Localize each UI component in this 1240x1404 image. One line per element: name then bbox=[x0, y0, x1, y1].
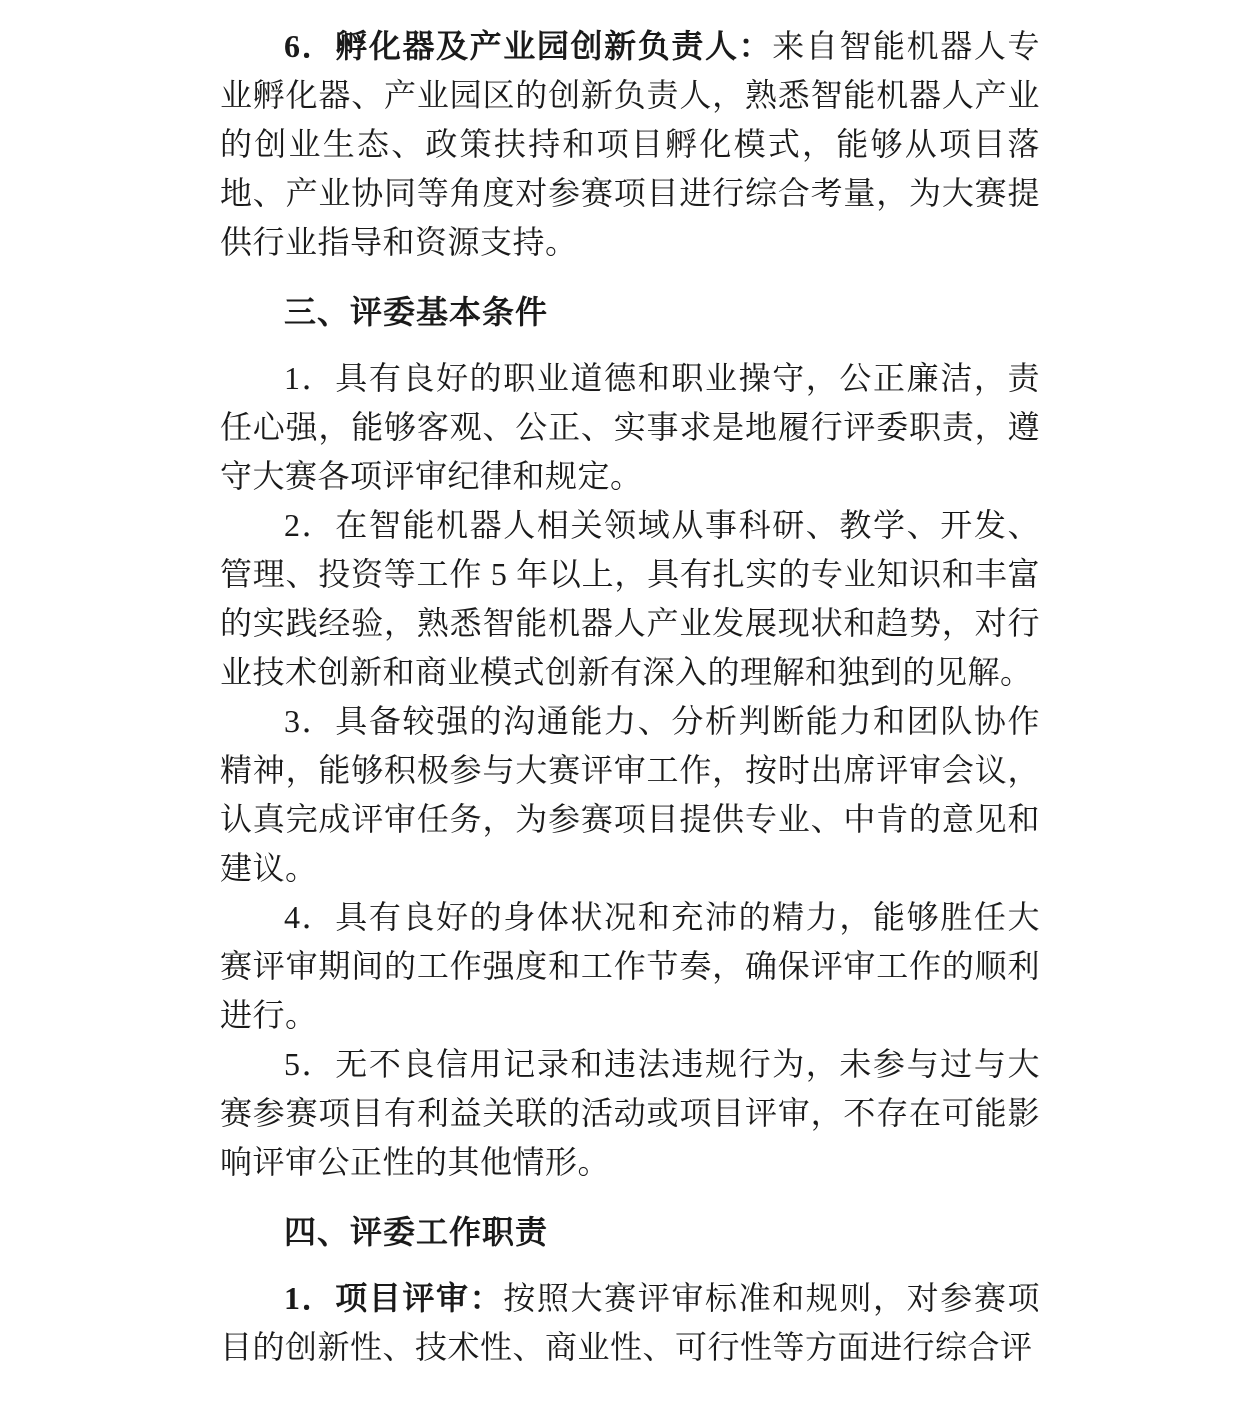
paragraph bbox=[220, 501, 1040, 697]
section-heading: 三、评委基本条件 bbox=[284, 294, 549, 330]
paragraph-text: 1．具有良好的职业道德和职业操守，公正廉洁，责任心强，能够客观、公正、实事求是地履行评委职责，遵守大赛各项评审纪律和规定。 bbox=[220, 360, 1040, 494]
paragraph bbox=[220, 1274, 1040, 1372]
paragraph bbox=[220, 22, 1040, 267]
paragraph bbox=[220, 893, 1040, 1040]
paragraph-text: 来自智能机器人专业孵化器、产业园区的创新负责人，熟悉智能机器人产业的创业生态、政策扶持和项目孵化模式，能够从项目落地、产业协同等角度对参赛项目进行综合考量，为大赛提供行业指导和资源支持。 bbox=[220, 28, 1040, 260]
paragraph bbox=[220, 1040, 1040, 1187]
document-body bbox=[220, 22, 1040, 1372]
paragraph-text: 5．无不良信用记录和违法违规行为，未参与过与大赛参赛项目有利益关联的活动或项目评审，不存在可能影响评审公正性的其他情形。 bbox=[220, 1046, 1040, 1180]
paragraph-bold-lead: 6．孵化器及产业园创新负责人： bbox=[284, 28, 773, 64]
paragraph bbox=[220, 697, 1040, 893]
paragraph-text: 2．在智能机器人相关领域从事科研、教学、开发、管理、投资等工作 5 年以上，具有扎实的专业知识和丰富的实践经验，熟悉智能机器人产业发展现状和趋势，对行业技术创新和商业模式创新有深入的理解和独到的见解。 bbox=[220, 507, 1040, 690]
paragraph-text: 3．具备较强的沟通能力、分析判断能力和团队协作精神，能够积极参与大赛评审工作，按时出席评审会议，认真完成评审任务，为参赛项目提供专业、中肯的意见和建议。 bbox=[220, 703, 1040, 886]
paragraph-text: 按照大赛评审标准和规则，对参赛项目的创新性、技术性、商业性、可行性等方面进行综合评 bbox=[220, 1280, 1040, 1365]
paragraph bbox=[220, 354, 1040, 501]
section-heading: 四、评委工作职责 bbox=[284, 1214, 549, 1250]
paragraph-text: 4．具有良好的身体状况和充沛的精力，能够胜任大赛评审期间的工作强度和工作节奏，确保评审工作的顺利进行。 bbox=[220, 899, 1040, 1033]
paragraph-bold-lead: 1．项目评审： bbox=[284, 1280, 504, 1316]
